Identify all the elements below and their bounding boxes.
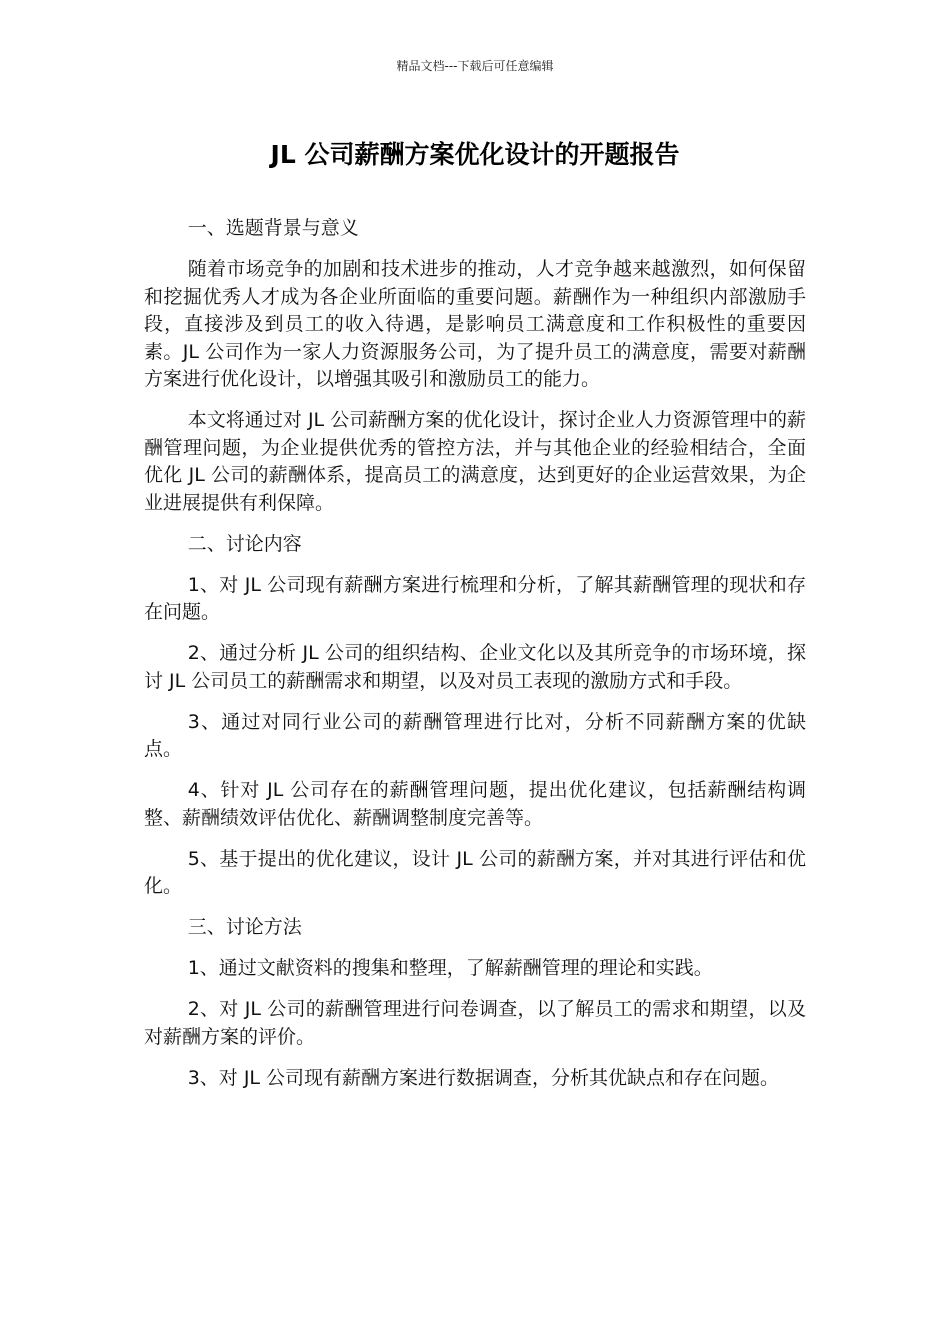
paragraph-content-5: 5、基于提出的优化建议，设计 JL 公司的薪酬方案，并对其进行评估和优化。	[144, 847, 806, 897]
paragraph-content-2: 2、通过分析 JL 公司的组织结构、企业文化以及其所竞争的市场环境，探讨 JL 公司员工的薪酬需求和期望，以及对员工表现的激励方式和手段。	[144, 642, 806, 692]
paragraph-content-4: 4、针对 JL 公司存在的薪酬管理问题，提出优化建议，包括薪酬结构调整、薪酬绩效评估优化、薪酬调整制度完善等。	[144, 779, 806, 829]
paragraph-methods-2: 2、对 JL 公司的薪酬管理进行问卷调查，以了解员工的需求和期望，以及对薪酬方案的评价。	[144, 998, 806, 1048]
page-header: 精品文档---下载后可任意编辑	[396, 59, 554, 73]
paragraph-methods-3: 3、对 JL 公司现有薪酬方案进行数据调查，分析其优缺点和存在问题。	[187, 1066, 780, 1089]
document-body	[144, 215, 806, 1106]
paragraph-methods-1: 1、通过文献资料的搜集和整理，了解薪酬管理的理论和实践。	[187, 957, 713, 979]
paragraph-background-1: 随着市场竞争的加剧和技术进步的推动，人才竞争越来越激烈，如何保留和挖掘优秀人才成为各企业所面临的重要问题。薪酬作为一种组织内部激励手段，直接涉及到员工的收入待遇，是影响员工满意度和工作积极性的重要因素。JL 公司作为一家人力资源服务公司，为了提升员工的满意度，需要对薪酬方案进行优化设计，以增强其吸引和激励员工的能力。	[144, 258, 806, 390]
paragraph-background-2: 本文将通过对 JL 公司薪酬方案的优化设计，探讨企业人力资源管理中的薪酬管理问题，为企业提供优秀的管控方法，并与其他企业的经验相结合，全面优化 JL 公司的薪酬体系，提高员工的满意度，达到更好的企业运营效果，为企业进展提供有利保障。	[144, 409, 806, 514]
section-heading-content: 二、讨论内容	[187, 532, 302, 555]
section-heading-background: 一、选题背景与意义	[187, 217, 359, 239]
paragraph-content-1: 1、对 JL 公司现有薪酬方案进行梳理和分析，了解其薪酬管理的现状和存在问题。	[144, 573, 806, 623]
section-heading-methods: 三、讨论方法	[187, 916, 302, 938]
paragraph-content-3: 3、通过对同行业公司的薪酬管理进行比对，分析不同薪酬方案的优缺点。	[144, 710, 806, 760]
document-title: JL 公司薪酬方案优化设计的开题报告	[270, 140, 680, 169]
